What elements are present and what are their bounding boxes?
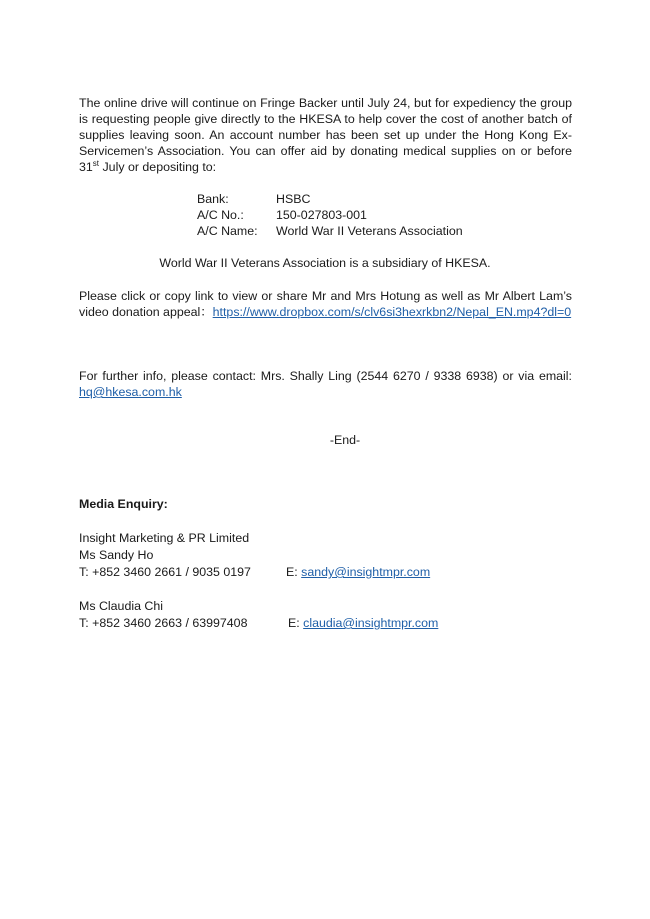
media-contact-2 [79, 598, 572, 632]
contact-1-name: Ms Sandy Ho [79, 548, 154, 562]
video-appeal-link[interactable]: https://www.dropbox.com/s/clv6si3hexrkbn2/Nepal_EN.mp4?dl=0 [212, 305, 572, 319]
further-info-text: For further info, please contact: Mrs. Shally Ling (2544 6270 / 9338 6938) or via email: [79, 369, 572, 383]
bank-value: HSBC [276, 192, 311, 206]
contact-2-phone-row [79, 615, 572, 632]
contact-1-email-group [286, 564, 430, 580]
bank-label: Bank: [197, 192, 229, 206]
account-number-label: A/C No.: [197, 208, 244, 222]
contact-2-email-group [288, 615, 438, 631]
bank-details [197, 191, 463, 239]
contact-1-email-link[interactable]: sandy@insightmpr.com [301, 565, 431, 579]
contact-2-phone: T: +852 3460 2663 / 63997408 [79, 616, 248, 630]
contact-2-email-link[interactable]: claudia@insightmpr.com [303, 616, 439, 630]
intro-paragraph-tail: July or depositing to: [102, 160, 217, 174]
bank-row [197, 191, 463, 207]
media-enquiry-section [79, 496, 572, 512]
contact-2-email-label: E: [288, 616, 300, 630]
contact-1-email-label: E: [286, 565, 298, 579]
intro-paragraph [79, 95, 572, 175]
media-enquiry-heading: Media Enquiry: [79, 497, 168, 511]
end-marker: -End- [329, 433, 361, 447]
further-info-paragraph [79, 368, 572, 400]
contact-1-phone-row [79, 564, 572, 581]
account-number-row [197, 207, 463, 223]
video-appeal-paragraph [79, 288, 572, 320]
intro-paragraph-superscript: st [92, 158, 100, 168]
company-name: Insight Marketing & PR Limited [79, 531, 250, 545]
media-contact-1 [79, 530, 572, 581]
account-name-row [197, 223, 463, 239]
subsidiary-note: World War II Veterans Association is a subsidiary of HKESA. [159, 256, 491, 270]
contact-1-phone: T: +852 3460 2661 / 9035 0197 [79, 565, 251, 579]
account-name-label: A/C Name: [197, 224, 258, 238]
account-number-value: 150-027803-001 [276, 208, 367, 222]
intro-paragraph-text: The online drive will continue on Fringe Backer until July 24, but for expediency the group is requesting people give directly to the HKESA to help cover the cost of another batch of supplies leaving soon. An account number has been set up under the Hong Kong Ex-Servicemen’s Association. You can offer aid by donating medical supplies on or before 31 [79, 96, 572, 174]
video-appeal-text: Please click or copy link to view or share Mr and Mrs Hotung as well as Mr Albert Lam’s video donation appeal： [79, 289, 572, 319]
further-info-email-link[interactable]: hq@hkesa.com.hk [79, 385, 182, 399]
contact-2-name: Ms Claudia Chi [79, 599, 164, 613]
account-name-value: World War II Veterans Association [276, 224, 463, 238]
